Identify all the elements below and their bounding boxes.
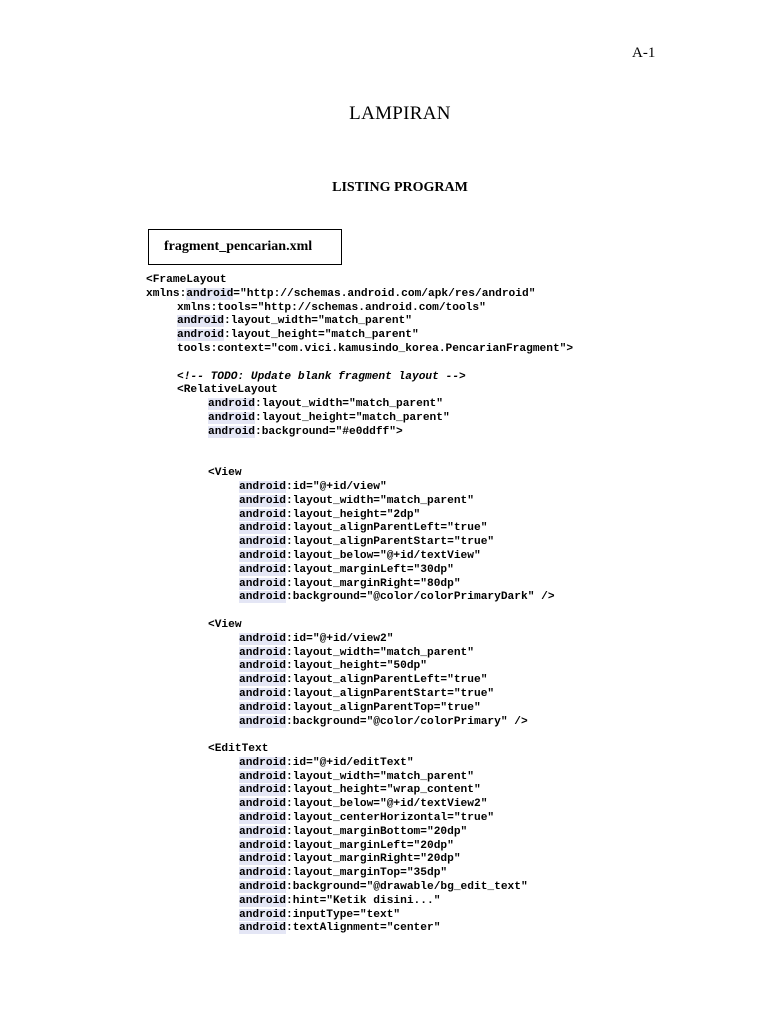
code-text: :layout_centerHorizontal="true" (286, 812, 495, 825)
code-line (146, 288, 573, 302)
code-text: :layout_marginBottom="20dp" (286, 825, 468, 838)
code-text: :textAlignment="center" (286, 922, 441, 935)
android-namespace: android (239, 784, 286, 797)
android-namespace: android (239, 798, 286, 811)
code-line (146, 550, 573, 564)
code-text: :layout_marginRight="80dp" (286, 577, 461, 590)
android-namespace: android (239, 756, 286, 769)
code-line (146, 440, 573, 454)
android-namespace: android (208, 411, 255, 424)
android-namespace: android (239, 812, 286, 825)
code-listing (146, 274, 573, 936)
android-namespace: android (239, 494, 286, 507)
code-line (146, 784, 573, 798)
code-line (146, 716, 573, 730)
android-namespace: android (239, 632, 286, 645)
android-namespace: android (239, 867, 286, 880)
android-namespace: android (239, 660, 286, 673)
code-line (146, 798, 573, 812)
section-subtitle: LISTING PROGRAM (332, 180, 468, 195)
android-namespace: android (239, 646, 286, 659)
code-line (146, 867, 573, 881)
code-line (146, 481, 573, 495)
android-namespace: android (239, 549, 286, 562)
code-line (146, 495, 573, 509)
code-text: tools:context="com.vici.kamusindo_korea.PencarianFragment"> (177, 342, 574, 355)
code-line (146, 812, 573, 826)
code-line (146, 881, 573, 895)
android-namespace: android (239, 536, 286, 549)
android-namespace: android (208, 425, 255, 438)
code-text: xmlns:tools="http://schemas.android.com/tools" (177, 301, 486, 314)
code-text: :inputType="text" (286, 908, 401, 921)
code-text: :background="#e0ddff"> (255, 425, 403, 438)
code-text: :layout_alignParentStart="true" (286, 687, 495, 700)
code-line (146, 771, 573, 785)
code-text: :layout_alignParentLeft="true" (286, 674, 488, 687)
code-text: :layout_width="match_parent" (286, 494, 474, 507)
android-namespace: android (239, 922, 286, 935)
file-name-box: fragment_pencarian.xml (148, 229, 342, 265)
code-text: ="http://schemas.android.com/apk/res/android" (233, 287, 536, 300)
android-namespace: android (239, 881, 286, 894)
code-text: :id="@+id/editText" (286, 756, 414, 769)
android-namespace: android (177, 329, 224, 342)
code-text: :layout_height="2dp" (286, 508, 421, 521)
code-text: :layout_alignParentLeft="true" (286, 522, 488, 535)
code-text: :layout_height="wrap_content" (286, 784, 481, 797)
android-namespace: android (186, 287, 234, 300)
code-text: :layout_marginTop="35dp" (286, 867, 448, 880)
code-line (146, 688, 573, 702)
code-text: :layout_height="match_parent" (255, 411, 450, 424)
android-namespace: android (239, 508, 286, 521)
code-text: :layout_below="@+id/textView2" (286, 798, 488, 811)
code-line (146, 647, 573, 661)
code-line (146, 315, 573, 329)
code-line (146, 522, 573, 536)
android-namespace: android (239, 563, 286, 576)
code-text: :layout_marginLeft="20dp" (286, 839, 454, 852)
code-prefix: xmlns: (146, 287, 187, 300)
code-text: :background="@color/colorPrimaryDark" /> (286, 591, 555, 604)
code-text: :layout_height="50dp" (286, 660, 427, 673)
code-line (146, 398, 573, 412)
code-line (146, 702, 573, 716)
code-text: :id="@+id/view2" (286, 632, 394, 645)
code-line (146, 412, 573, 426)
android-namespace: android (239, 480, 286, 493)
android-namespace: android (177, 315, 224, 328)
code-line (146, 674, 573, 688)
code-line (146, 467, 573, 481)
code-text: :layout_width="match_parent" (255, 398, 443, 411)
code-line (146, 840, 573, 854)
code-line (146, 619, 573, 633)
code-text: <FrameLayout (146, 274, 227, 286)
code-text: <!-- TODO: Update blank fragment layout --> (177, 370, 466, 383)
code-text: :layout_width="match_parent" (224, 315, 412, 328)
code-text: :hint="Ketik disini..." (286, 894, 441, 907)
code-text: :background="@drawable/bg_edit_text" (286, 881, 528, 894)
android-namespace: android (239, 908, 286, 921)
code-line (146, 453, 573, 467)
code-text: :id="@+id/view" (286, 480, 387, 493)
code-line (146, 895, 573, 909)
code-line (146, 729, 573, 743)
code-text: :layout_alignParentTop="true" (286, 701, 481, 714)
page-number: A-1 (632, 45, 656, 61)
code-line (146, 371, 573, 385)
code-line (146, 357, 573, 371)
code-line (146, 743, 573, 757)
code-line (146, 633, 573, 647)
code-text: <View (208, 467, 242, 480)
android-namespace: android (239, 687, 286, 700)
android-namespace: android (239, 770, 286, 783)
android-namespace: android (239, 825, 286, 838)
code-line (146, 757, 573, 771)
code-text: :layout_marginRight="20dp" (286, 853, 461, 866)
code-text: :layout_width="match_parent" (286, 770, 474, 783)
code-line (146, 329, 573, 343)
code-line (146, 343, 573, 357)
android-namespace: android (239, 674, 286, 687)
code-line (146, 578, 573, 592)
code-line (146, 564, 573, 578)
code-line (146, 426, 573, 440)
code-line (146, 384, 573, 398)
android-namespace: android (239, 715, 286, 728)
code-line (146, 826, 573, 840)
android-namespace: android (239, 701, 286, 714)
code-text: :layout_height="match_parent" (224, 329, 419, 342)
code-line (146, 509, 573, 523)
code-text: :layout_below="@+id/textView" (286, 549, 481, 562)
code-text: :layout_alignParentStart="true" (286, 536, 495, 549)
code-text: :layout_marginLeft="30dp" (286, 563, 454, 576)
code-line (146, 853, 573, 867)
code-line (146, 302, 573, 316)
code-line (146, 274, 573, 288)
code-text: <RelativeLayout (177, 384, 278, 397)
android-namespace: android (239, 591, 286, 604)
page-title: LAMPIRAN (349, 103, 451, 124)
code-line (146, 605, 573, 619)
code-text: <View (208, 618, 242, 631)
android-namespace: android (239, 522, 286, 535)
android-namespace: android (239, 853, 286, 866)
code-line (146, 591, 573, 605)
code-line (146, 922, 573, 936)
code-text: :background="@color/colorPrimary" /> (286, 715, 528, 728)
code-line (146, 909, 573, 923)
android-namespace: android (239, 577, 286, 590)
android-namespace: android (208, 398, 255, 411)
android-namespace: android (239, 894, 286, 907)
code-line (146, 660, 573, 674)
android-namespace: android (239, 839, 286, 852)
code-text: :layout_width="match_parent" (286, 646, 474, 659)
code-text: <EditText (208, 743, 269, 756)
code-line (146, 536, 573, 550)
